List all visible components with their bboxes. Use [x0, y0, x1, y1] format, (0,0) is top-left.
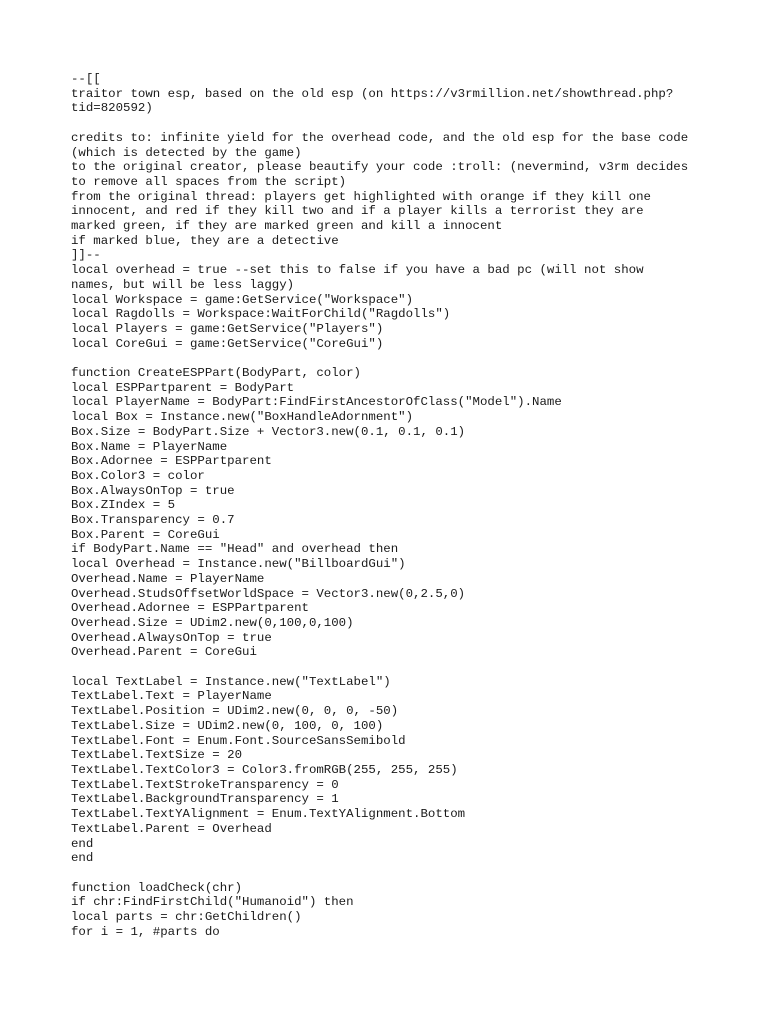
code-line: (which is detected by the game) — [71, 145, 302, 160]
code-line: TextLabel.TextStrokeTransparency = 0 — [71, 777, 339, 792]
code-line: local TextLabel = Instance.new("TextLabel") — [71, 674, 391, 689]
code-line: Overhead.Name = PlayerName — [71, 571, 265, 586]
code-line: names, but will be less laggy) — [71, 277, 295, 292]
code-line: local Overhead = Instance.new("BillboardGui") — [71, 557, 406, 572]
code-line — [71, 116, 711, 131]
code-line: local overhead = true --set this to false if you have a bad pc (will not show — [71, 263, 644, 278]
code-line: credits to: infinite yield for the overhead code, and the old esp for the base code — [71, 130, 689, 145]
code-line: TextLabel.Parent = Overhead — [71, 821, 272, 836]
code-line: local ESPPartparent = BodyPart — [71, 380, 295, 395]
code-line: end — [71, 836, 94, 851]
code-line — [71, 866, 711, 881]
code-line: TextLabel.Text = PlayerName — [71, 689, 272, 704]
code-line: Overhead.Parent = CoreGui — [71, 645, 257, 660]
code-line: TextLabel.TextSize = 20 — [71, 748, 243, 763]
code-line: Box.Transparency = 0.7 — [71, 513, 235, 528]
code-line — [71, 351, 711, 366]
code-line: local parts = chr:GetChildren() — [71, 910, 302, 925]
code-line: TextLabel.Position = UDim2.new(0, 0, 0, -50) — [71, 704, 399, 719]
code-line: if BodyPart.Name == "Head" and overhead then — [71, 542, 399, 557]
code-line: local PlayerName = BodyPart:FindFirstAncestorOfClass("Model").Name — [71, 395, 562, 410]
code-line: traitor town esp, based on the old esp (on https://v3rmillion.net/showthread.php? — [71, 86, 674, 101]
code-line: TextLabel.BackgroundTransparency = 1 — [71, 792, 339, 807]
code-line: if chr:FindFirstChild("Humanoid") then — [71, 895, 354, 910]
code-line: local Workspace = game:GetService("Workspace") — [71, 292, 414, 307]
code-line: if marked blue, they are a detective — [71, 233, 339, 248]
code-line: local Ragdolls = Workspace:WaitForChild("Ragdolls") — [71, 307, 451, 322]
code-line: function CreateESPPart(BodyPart, color) — [71, 366, 361, 381]
code-line: Overhead.Size = UDim2.new(0,100,0,100) — [71, 615, 354, 630]
code-line: TextLabel.TextYAlignment = Enum.TextYAlignment.Bottom — [71, 807, 466, 822]
code-line: innocent, and red if they kill two and if a player kills a terrorist they are — [71, 204, 644, 219]
code-listing — [71, 72, 711, 939]
code-line: Box.Name = PlayerName — [71, 439, 228, 454]
code-line: ]]-- — [71, 248, 101, 263]
code-line: local Players = game:GetService("Players") — [71, 321, 384, 336]
code-line: Overhead.Adornee = ESPPartparent — [71, 601, 309, 616]
code-line: for i = 1, #parts do — [71, 924, 220, 939]
code-line: Overhead.StudsOffsetWorldSpace = Vector3.new(0,2.5,0) — [71, 586, 466, 601]
code-line: Box.AlwaysOnTop = true — [71, 483, 235, 498]
code-line: Box.Parent = CoreGui — [71, 527, 220, 542]
code-line: function loadCheck(chr) — [71, 880, 243, 895]
code-line: Box.Adornee = ESPPartparent — [71, 454, 272, 469]
code-line: Box.ZIndex = 5 — [71, 498, 176, 513]
code-line: tid=820592) — [71, 101, 153, 116]
code-line: Box.Size = BodyPart.Size + Vector3.new(0.1, 0.1, 0.1) — [71, 424, 466, 439]
code-line: local Box = Instance.new("BoxHandleAdornment") — [71, 410, 414, 425]
code-line — [71, 660, 711, 675]
code-line: end — [71, 851, 94, 866]
code-line: Box.Color3 = color — [71, 468, 205, 483]
code-line: Overhead.AlwaysOnTop = true — [71, 630, 272, 645]
code-line: from the original thread: players get highlighted with orange if they kill one — [71, 189, 651, 204]
code-line: marked green, if they are marked green and kill a innocent — [71, 219, 503, 234]
code-line: TextLabel.TextColor3 = Color3.fromRGB(255, 255, 255) — [71, 763, 458, 777]
code-line: --[[ — [71, 72, 101, 86]
code-line: TextLabel.Size = UDim2.new(0, 100, 0, 100) — [71, 718, 384, 733]
code-line: TextLabel.Font = Enum.Font.SourceSansSemibold — [71, 733, 406, 748]
code-line: to the original creator, please beautify your code :troll: (nevermind, v3rm decides — [71, 160, 689, 175]
code-line: local CoreGui = game:GetService("CoreGui") — [71, 336, 384, 351]
code-line: to remove all spaces from the script) — [71, 174, 347, 189]
